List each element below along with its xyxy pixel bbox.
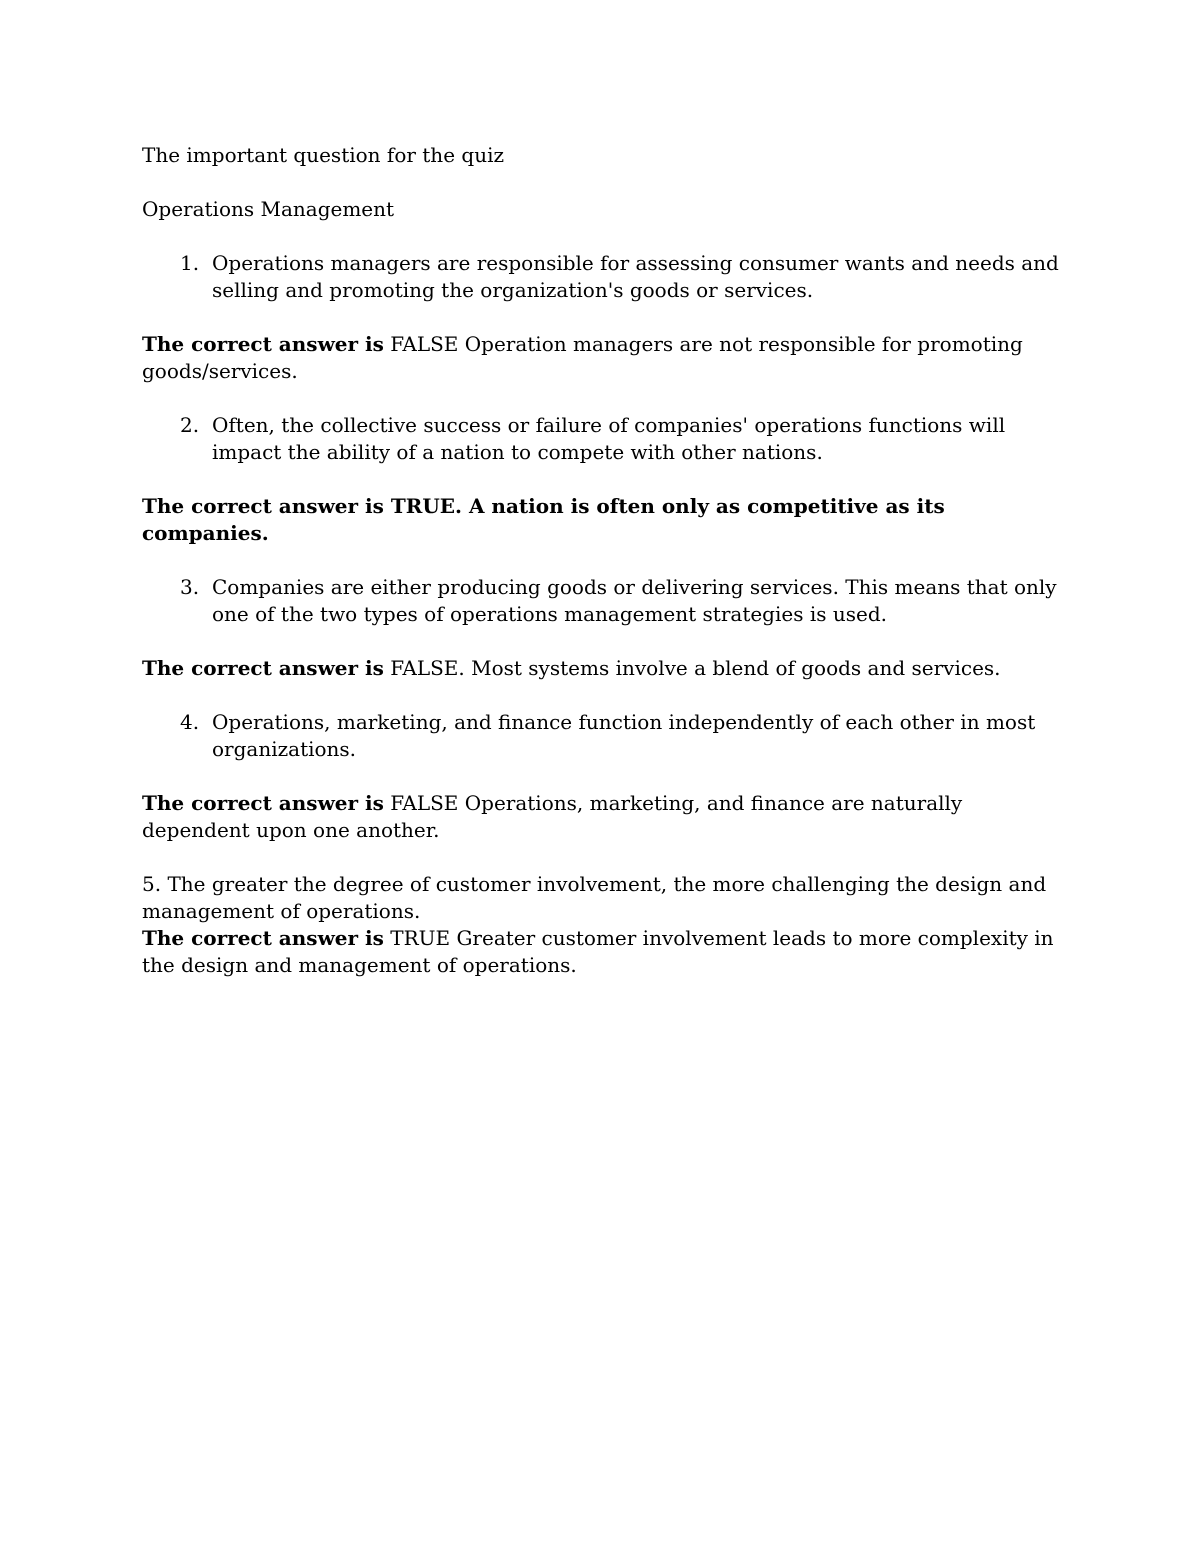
document-body: [142, 142, 1067, 1006]
answer-label: The correct answer is: [142, 656, 384, 680]
question-3: [142, 574, 1067, 628]
answer-text: FALSE. Most systems involve a blend of goods and services.: [383, 656, 1001, 680]
question-text: Operations, marketing, and finance function independently of each other in most organizations.: [212, 710, 1036, 761]
answer-3: [142, 655, 1067, 682]
question-2: [142, 412, 1067, 466]
question-text: Companies are either producing goods or delivering services. This means that only one of the two types of operations management strategies is used.: [212, 575, 1057, 626]
document-title: The important question for the quiz: [142, 143, 505, 167]
question-1: [142, 250, 1067, 304]
answer-text: TRUE. A nation is often only as competitive as its companies.: [142, 494, 945, 545]
document-subject: Operations Management: [142, 197, 395, 221]
question-text: The greater the degree of customer involvement, the more challenging the design and management of operations.: [142, 872, 1047, 923]
answer-2: [142, 493, 1067, 547]
answer-label: The correct answer is: [142, 926, 384, 950]
answer-text: FALSE Operations, marketing, and finance are naturally dependent upon one another.: [142, 791, 963, 842]
question-5: [142, 871, 1067, 925]
answer-1: [142, 331, 1067, 385]
question-4: [142, 709, 1067, 763]
answer-text: FALSE Operation managers are not responsible for promoting goods/services.: [142, 332, 1023, 383]
question-number: 3.: [180, 575, 200, 599]
answer-label: The correct answer is: [142, 332, 384, 356]
answer-label: The correct answer is: [142, 791, 384, 815]
answer-4: [142, 790, 1067, 844]
question-number: 2.: [180, 413, 200, 437]
question-text: Operations managers are responsible for assessing consumer wants and needs and selling and promoting the organization's goods or services.: [212, 251, 1059, 302]
question-text: Often, the collective success or failure of companies' operations functions will impact the ability of a nation to compete with other nations.: [212, 413, 1006, 464]
question-number: 4.: [180, 710, 200, 734]
answer-5: [142, 925, 1067, 979]
question-number: 1.: [180, 251, 200, 275]
question-number: 5.: [142, 872, 162, 896]
answer-text: TRUE Greater customer involvement leads to more complexity in the design and management of operations.: [142, 926, 1054, 977]
answer-label: The correct answer is: [142, 494, 384, 518]
